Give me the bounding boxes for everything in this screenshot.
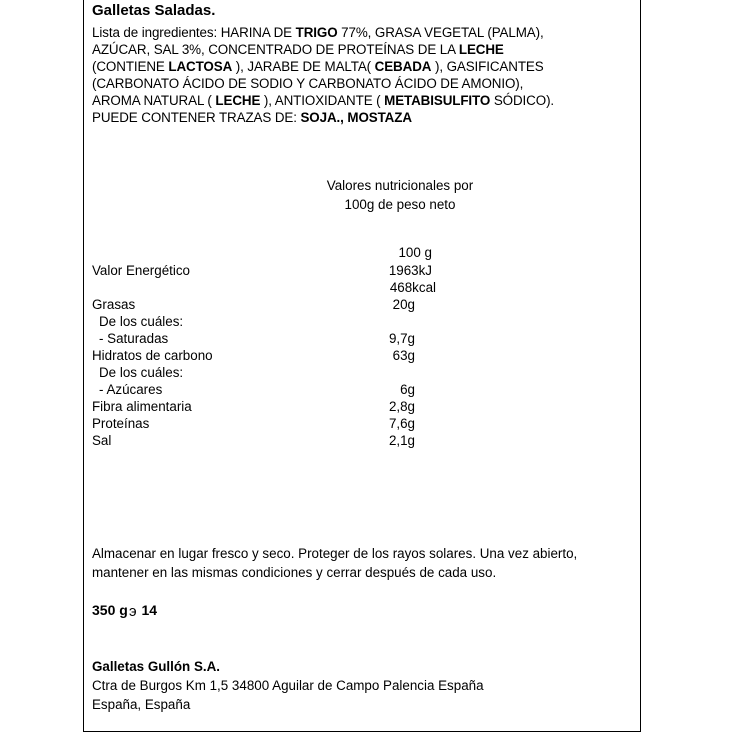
allergen: LECHE (458, 42, 504, 57)
nutrient-value: 2,1g (388, 433, 415, 448)
allergen: SOJA., MOSTAZA (300, 110, 412, 125)
nutrient-value: 20g (392, 297, 415, 312)
text-run: Lista de ingredientes: HARINA DE (92, 25, 296, 40)
net-weight (92, 600, 157, 621)
net-weight-value: 350 g (92, 602, 128, 618)
ingredients-line-4: (CARBONATO ÁCIDO DE SODIO Y CARBONATO ÁCIDO DE AMONIO), (92, 76, 524, 91)
storage-line-2: mantener en las mismas condiciones y cerrar después de cada uso. (92, 565, 497, 580)
manufacturer-name: Galletas Gullón S.A. (92, 659, 220, 674)
ingredients-line-6 (92, 109, 412, 126)
ingredients-line-2 (92, 41, 504, 58)
nutrient-sublabel: De los cuáles: (99, 314, 184, 329)
product-title: Galletas Saladas. (92, 2, 216, 19)
allergen: CEBADA (374, 59, 432, 74)
ingredients-line-5 (92, 92, 554, 109)
text-run: ), GASIFICANTES (431, 59, 544, 74)
nutrient-value: 63g (392, 348, 415, 363)
text-run: ), ANTIOXIDANTE ( (260, 93, 385, 108)
nutrition-header-line-2: 100g de peso neto (344, 197, 456, 212)
nutrition-header-line-1: Valores nutricionales por (326, 178, 474, 193)
text-run: ), JARABE DE MALTA( (232, 59, 375, 74)
nutrient-label: - Azúcares (99, 382, 163, 397)
nutrient-label: Hidratos de carbono (92, 348, 213, 363)
manufacturer-country: España, España (92, 697, 191, 712)
allergen: TRIGO (295, 25, 338, 40)
storage-line-1: Almacenar en lugar fresco y seco. Proteger de los rayos solares. Una vez abierto, (92, 546, 578, 561)
text-run: 77%, GRASA VEGETAL (PALMA), (337, 25, 544, 40)
text-run: SÓDICO). (490, 93, 555, 108)
nutrient-sublabel: De los cuáles: (99, 365, 184, 380)
nutrient-label: Proteínas (92, 416, 150, 431)
nutrient-value: 7,6g (388, 416, 415, 431)
nutrient-label: Valor Energético (92, 263, 191, 278)
nutrient-value: 6g (400, 382, 415, 397)
allergen: METABISULFITO (384, 93, 491, 108)
text-run: AROMA NATURAL ( (92, 93, 216, 108)
allergen: LECHE (215, 93, 261, 108)
nutrient-label: Sal (92, 433, 112, 448)
nutrient-value-kcal: 468kcal (389, 280, 436, 295)
nutrient-label: - Saturadas (99, 331, 169, 346)
ingredients-line-3 (92, 58, 544, 75)
estimated-sign-icon: є (128, 603, 137, 620)
text-run: (CONTIENE (92, 59, 169, 74)
nutrient-value: 2,8g (388, 399, 415, 414)
nutrient-value: 9,7g (388, 331, 415, 346)
nutrition-column-header: 100 g (398, 245, 432, 260)
nutrient-value: 1963kJ (388, 263, 432, 278)
manufacturer-address: Ctra de Burgos Km 1,5 34800 Aguilar de Campo Palencia España (92, 678, 484, 693)
nutrient-label: Grasas (92, 297, 136, 312)
text-run: AZÚCAR, SAL 3%, CONCENTRADO DE PROTEÍNAS DE LA (92, 42, 459, 57)
allergen: LACTOSA (168, 59, 233, 74)
ingredients-line-1 (92, 24, 544, 41)
units-count: 14 (141, 602, 158, 618)
nutrient-label: Fibra alimentaria (92, 399, 192, 414)
text-run: PUEDE CONTENER TRAZAS DE: (92, 110, 301, 125)
